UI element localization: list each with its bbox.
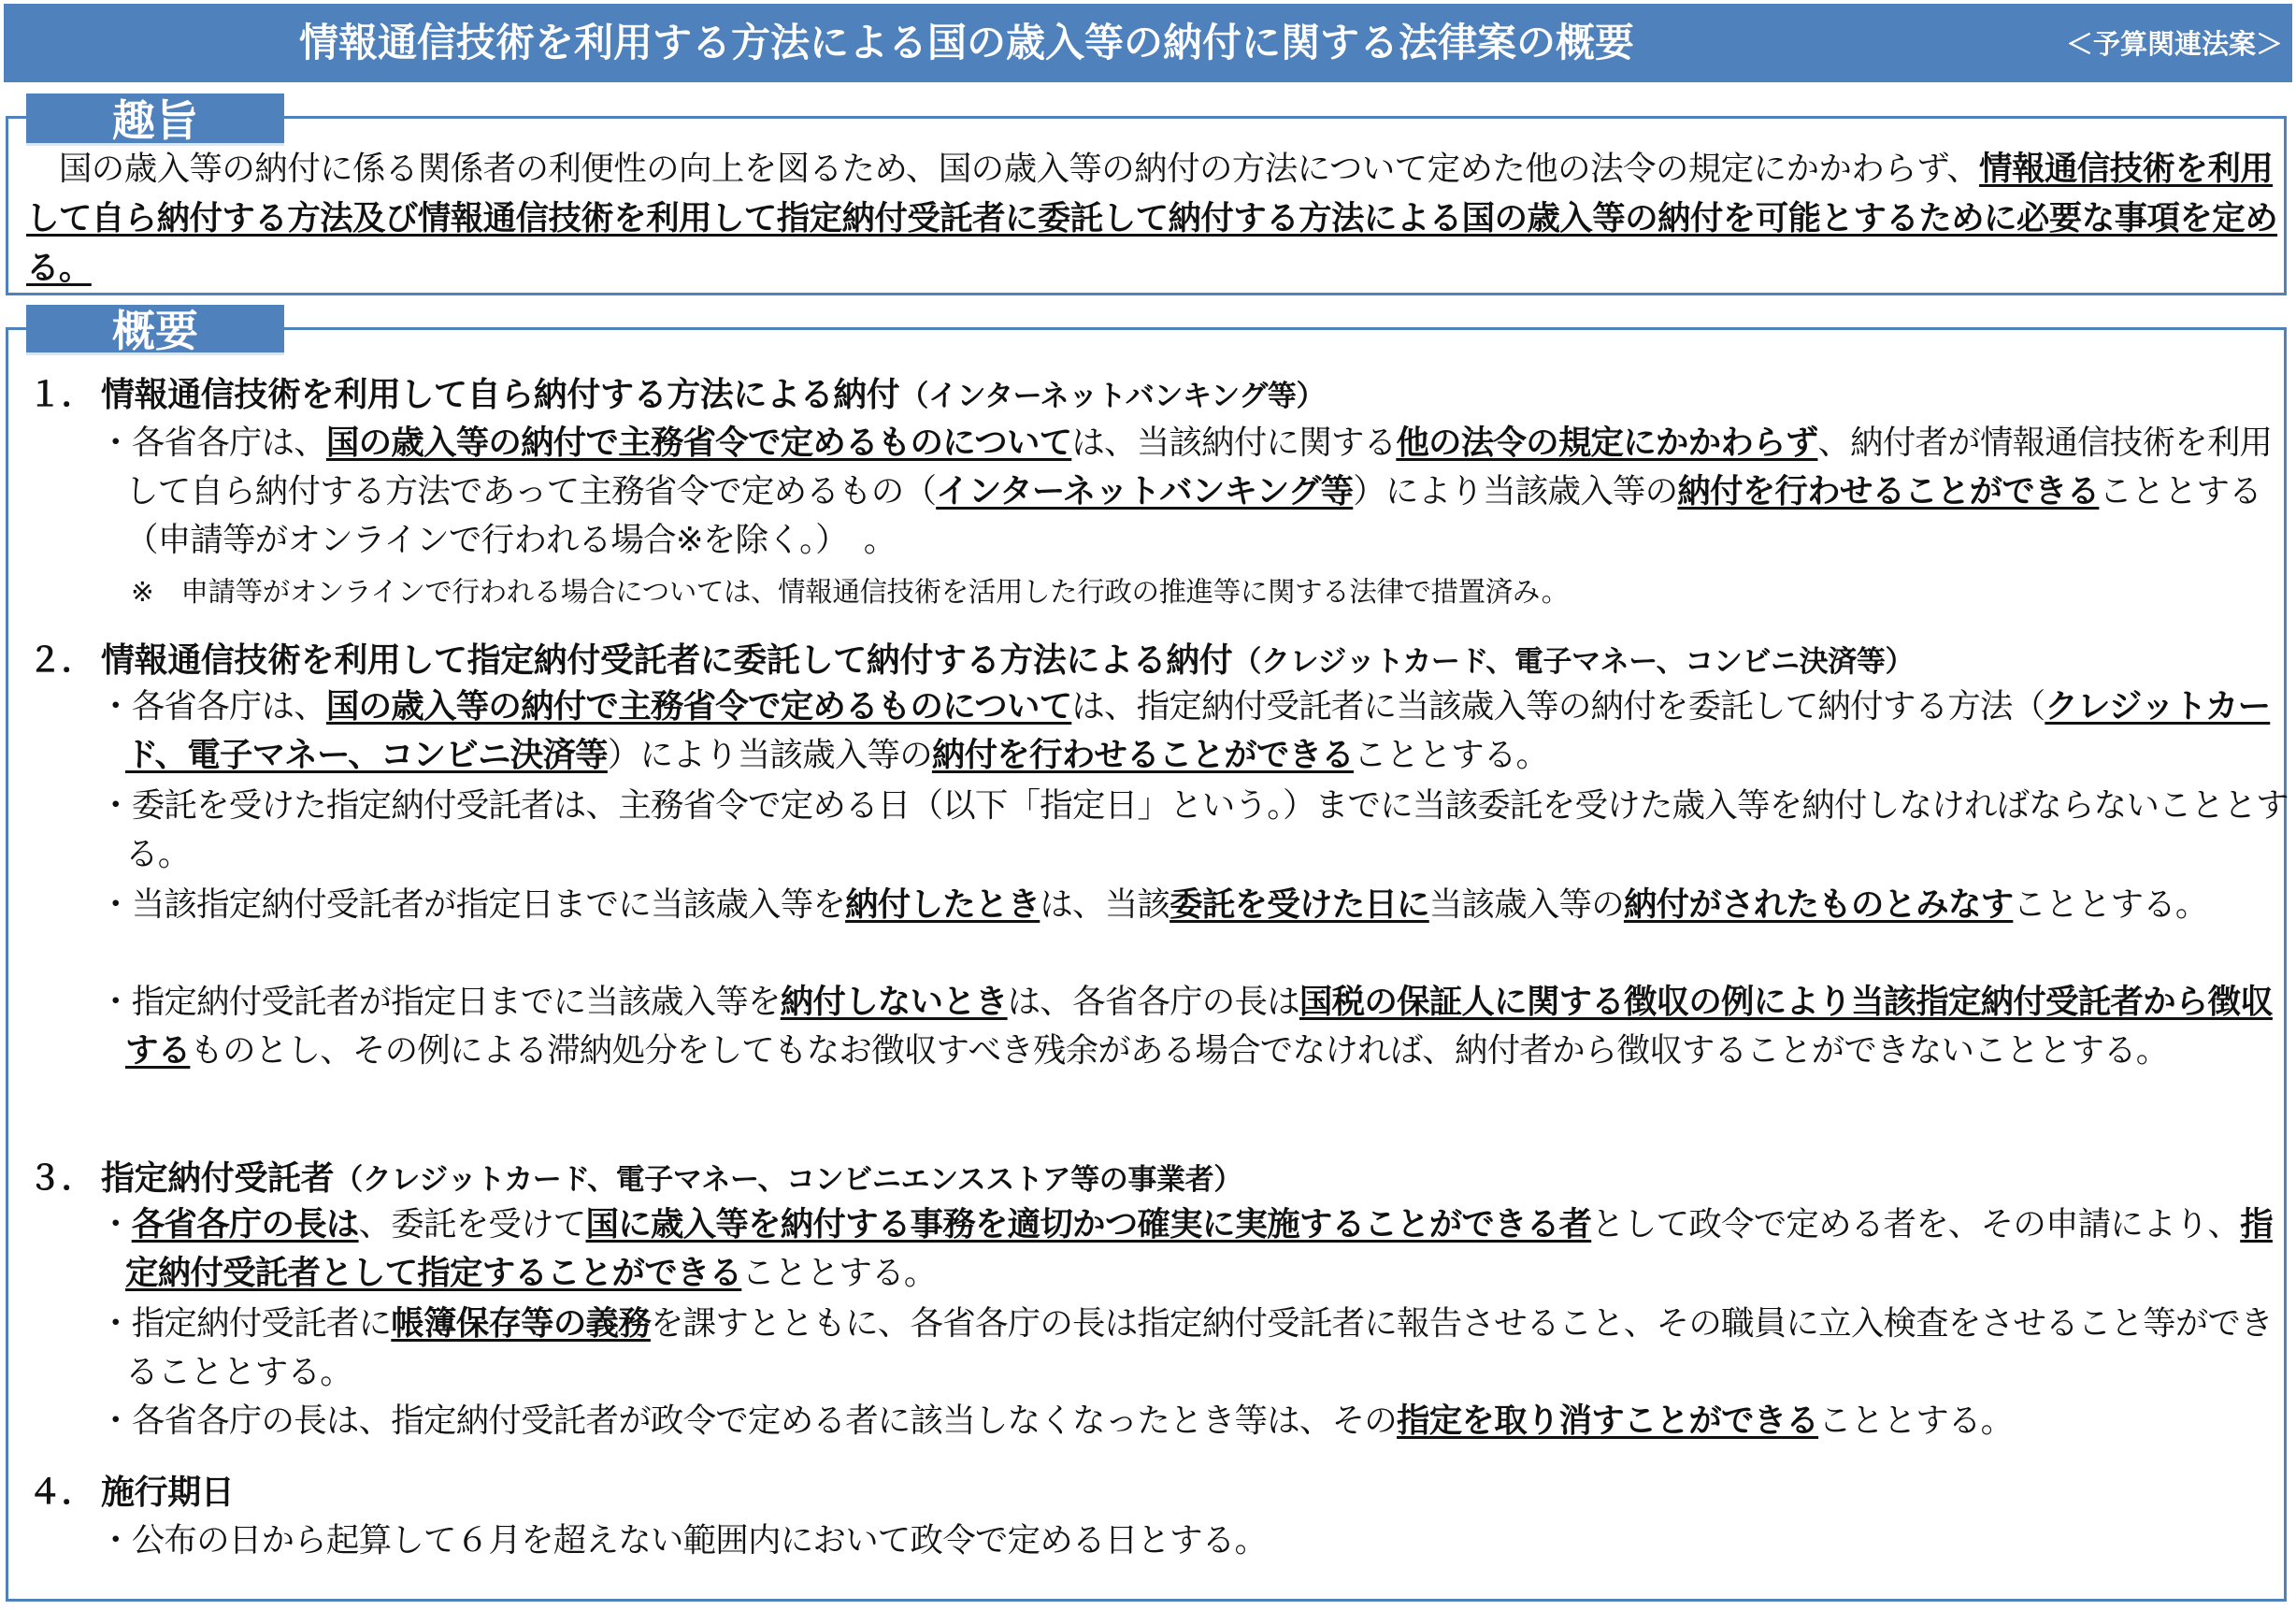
section-3-bullet-3 xyxy=(99,1397,2296,1445)
section-1-subtitle: （インターネットバンキング等） xyxy=(899,380,1326,413)
text: は、当該 xyxy=(1040,885,1170,924)
section-4-bullet-1 xyxy=(99,1517,2296,1565)
text: は、指定納付受託者に当該歳入等の納付を委託して納付する方法（ xyxy=(1071,687,2045,726)
section-1-bullet-1 xyxy=(99,419,2296,565)
text: は、各省各庁の長は xyxy=(1007,983,1299,1021)
section-2-heading xyxy=(28,634,1914,682)
shushi-bold: 情報通信技術を利用して自ら納付する方法及び情報通信技術を利用して指定納付受託者に委託して納付する方法による国の歳入等の納付を可能とするために必要な事項を定める。 xyxy=(26,150,2278,287)
section-4-title: 施行期日 xyxy=(101,1473,235,1512)
emphasis: 各省各庁の長は xyxy=(131,1205,359,1243)
emphasis: 他の法令の規定にかかわらず xyxy=(1396,424,1818,462)
text: ・指定納付受託者に xyxy=(99,1304,392,1343)
text: として政令で定める者を、その申請により、 xyxy=(1591,1205,2241,1243)
section-2-subtitle: （クレジットカード、電子マネー、コンビニ決済等） xyxy=(1232,645,1915,679)
shushi-text xyxy=(26,144,2279,293)
text: ・公布の日から起算して６月を超えない範囲内において政令で定める日とする。 xyxy=(99,1521,1268,1560)
text: を課すとともに、各省各庁の長は指定納付受託者に報告させること、その職員に立入検査をさせること等ができることとする。 xyxy=(125,1304,2273,1391)
shushi-plain: 国の歳入等の納付に係る関係者の利便性の向上を図るため、国の歳入等の納付の方法について定めた他の法令の規定にかかわらず、 xyxy=(26,150,1980,188)
budget-related-tag: ＜予算関連法案＞ xyxy=(2065,28,2283,60)
text: ）により当該歳入等の xyxy=(1353,472,1678,510)
section-3-bullet-2 xyxy=(99,1300,2296,1397)
emphasis: 国の歳入等の納付で主務省令で定めるものについて xyxy=(325,687,1072,726)
section-2-number: ２． xyxy=(28,641,95,680)
emphasis: 国に歳入等を納付する事務を適切かつ確実に実施することができる者 xyxy=(585,1205,1592,1243)
text: 当該歳入等の xyxy=(1428,885,1624,924)
text: 、納付者が情報通信技術を利用して自ら納付する方法であって主務省令で定めるもの（ xyxy=(125,424,2273,510)
emphasis: 指定を取り消すことができる xyxy=(1397,1402,1819,1440)
emphasis: インターネットバンキング等 xyxy=(936,472,1354,510)
text: こととする。 xyxy=(2013,885,2208,924)
emphasis: 納付しないとき xyxy=(780,983,1008,1021)
emphasis: 指定納付受託者として指定することができる xyxy=(125,1205,2273,1292)
text: 、委託を受けて xyxy=(358,1205,586,1243)
text: ・当該指定納付受託者が指定日までに当該歳入等を xyxy=(99,885,846,924)
section-3-title: 指定納付受託者 xyxy=(101,1159,335,1198)
section-1-note: ※ 申請等がオンラインで行われる場合については、情報通信技術を活用した行政の推進等に関する法律で措置済み。 xyxy=(131,576,1569,608)
text: ・指定納付受託者が指定日までに当該歳入等を xyxy=(99,983,781,1021)
text: ・委託を受けた指定納付受託者は、主務省令で定める日（以下「指定日」という。）までに当該委託を受けた歳入等を納付しなければならないこととする。 xyxy=(99,786,2289,873)
section-4-heading xyxy=(28,1466,234,1514)
section-2-bullet-4 xyxy=(99,978,2296,1075)
section-1-title: 情報通信技術を利用して自ら納付する方法による納付 xyxy=(101,376,900,414)
section-3-bullet-1 xyxy=(99,1200,2296,1298)
emphasis: 国税の保証人に関する徴収の例により当該指定納付受託者から徴収する xyxy=(125,983,2273,1070)
section-3-subtitle: （クレジットカード、電子マネー、コンビニエンスストア等の事業者） xyxy=(334,1163,1242,1197)
text: ）により当該歳入等の xyxy=(607,736,932,774)
text: こととする。 xyxy=(1818,1402,2014,1440)
section-3-heading xyxy=(28,1152,1242,1200)
section-1-number: １． xyxy=(28,376,95,414)
text: ・各省各庁の長は、指定納付受託者が政令で定める者に該当しなくなったとき等は、その xyxy=(99,1402,1398,1440)
emphasis: 国の歳入等の納付で主務省令で定めるものについて xyxy=(325,424,1072,462)
text: こととする。 xyxy=(741,1254,937,1292)
section-2-bullet-1 xyxy=(99,683,2296,780)
text: ・各省各庁は、 xyxy=(99,687,326,726)
emphasis: 納付したとき xyxy=(845,885,1040,924)
emphasis: 納付がされたものとみなす xyxy=(1623,885,2014,924)
section-4-number: ４． xyxy=(28,1473,95,1512)
section-2-bullet-2 xyxy=(99,782,2296,879)
emphasis: 帳簿保存等の義務 xyxy=(391,1304,651,1343)
gaiyou-label: 概要 xyxy=(26,305,284,355)
section-2-title: 情報通信技術を利用して指定納付受託者に委託して納付する方法による納付 xyxy=(101,641,1233,680)
page-title: 情報通信技術を利用する方法による国の歳入等の納付に関する法律案の概要 xyxy=(298,20,1634,65)
text: は、当該納付に関する xyxy=(1071,424,1397,462)
shushi-label: 趣旨 xyxy=(26,93,284,146)
text: ・各省各庁は、 xyxy=(99,424,326,462)
emphasis: クレジットカード、電子マネー、コンビニ決済等 xyxy=(125,687,2271,774)
text: ・ xyxy=(99,1205,132,1243)
section-2-bullet-3 xyxy=(99,881,2296,929)
text: ものとし、その例による滞納処分をしてもなお徴収すべき残余がある場合でなければ、納付者から徴収することができないこととする。 xyxy=(190,1031,2169,1070)
emphasis: 納付を行わせることができる xyxy=(931,736,1355,774)
emphasis: 納付を行わせることができる xyxy=(1677,472,2100,510)
title-bar xyxy=(4,4,2292,82)
text: こととする。 xyxy=(1354,736,1549,774)
text: こととする（申請等がオンラインで行われる場合※を除く。） 。 xyxy=(125,472,2261,559)
section-1-heading xyxy=(28,368,1325,416)
emphasis: 委託を受けた日に xyxy=(1170,885,1429,924)
section-3-number: ３． xyxy=(28,1159,95,1198)
